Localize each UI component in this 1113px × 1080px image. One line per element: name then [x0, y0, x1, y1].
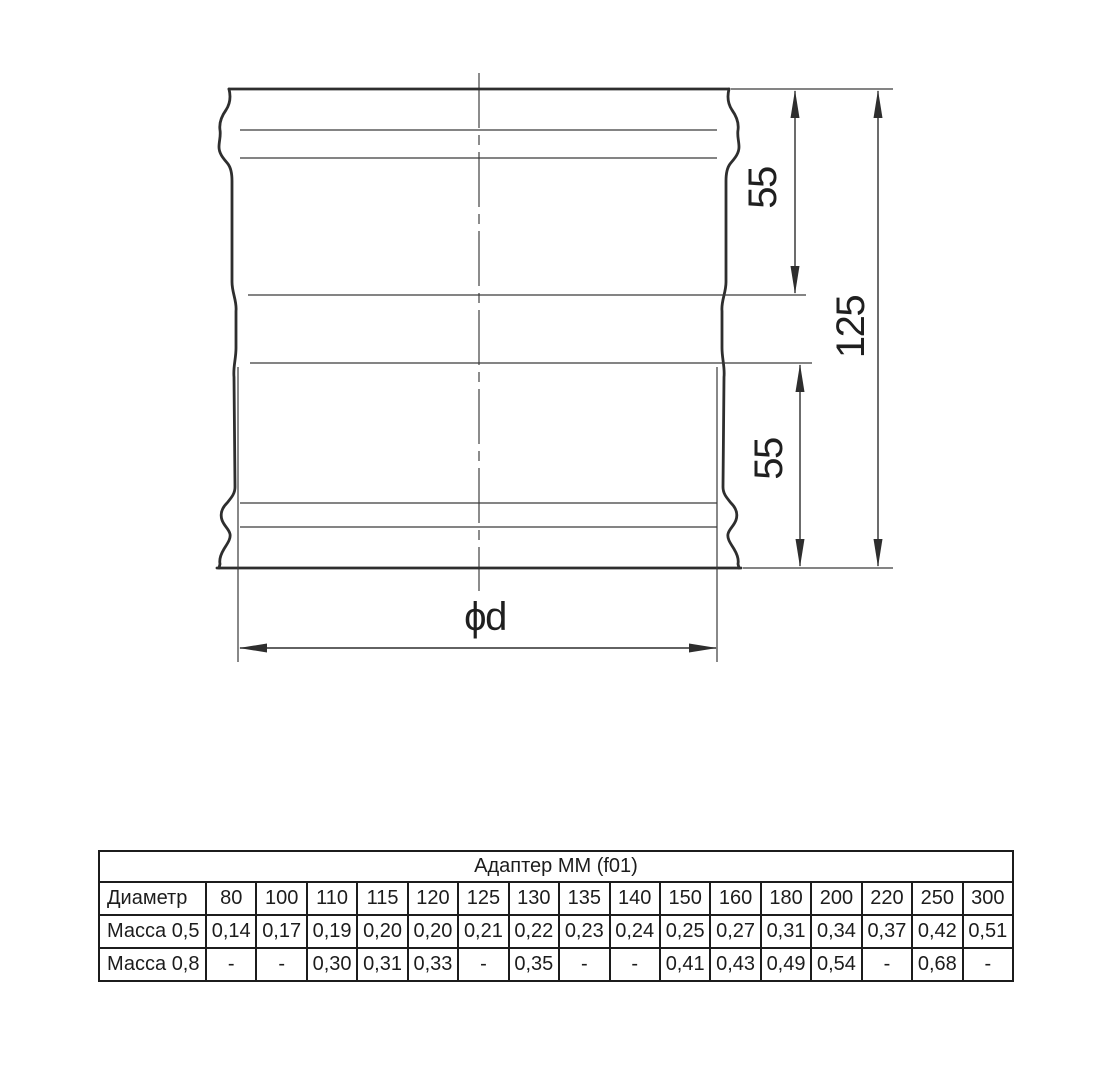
pipe-left-profile [219, 89, 236, 568]
value-cell: 125 [458, 882, 508, 915]
table-title-row [99, 851, 1013, 882]
value-cell: - [458, 948, 508, 981]
value-cell: 0,42 [912, 915, 962, 948]
spec-table [98, 850, 1014, 982]
value-cell: 80 [206, 882, 256, 915]
value-cell: 0,21 [458, 915, 508, 948]
value-cell: 0,30 [307, 948, 357, 981]
value-cell: - [256, 948, 306, 981]
value-cell: 0,23 [559, 915, 609, 948]
value-cell: 0,14 [206, 915, 256, 948]
value-cell: 220 [862, 882, 912, 915]
value-cell: 200 [811, 882, 861, 915]
value-cell: 180 [761, 882, 811, 915]
value-cell: 135 [559, 882, 609, 915]
arrow-diameter-right [689, 644, 717, 653]
arrow-lower55-up [796, 364, 805, 392]
value-cell: 0,24 [610, 915, 660, 948]
value-cell: 0,37 [862, 915, 912, 948]
value-cell: 0,41 [660, 948, 710, 981]
row-label: Масса 0,8 [99, 948, 206, 981]
table-row [99, 882, 1013, 915]
value-cell: 0,19 [307, 915, 357, 948]
value-cell: 300 [963, 882, 1013, 915]
value-cell: 0,68 [912, 948, 962, 981]
value-cell: - [862, 948, 912, 981]
value-cell: 0,34 [811, 915, 861, 948]
value-cell: 0,20 [357, 915, 407, 948]
value-cell: 0,43 [710, 948, 760, 981]
table-title: Адаптер ММ (f01) [99, 851, 1013, 882]
value-cell: - [559, 948, 609, 981]
value-cell: 0,27 [710, 915, 760, 948]
dim-label-upper-55: 55 [741, 167, 785, 209]
arrow-upper55-up [791, 90, 800, 118]
table-row [99, 948, 1013, 981]
value-cell: 100 [256, 882, 306, 915]
value-cell: 0,31 [357, 948, 407, 981]
value-cell: 0,22 [509, 915, 559, 948]
row-label: Масса 0,5 [99, 915, 206, 948]
value-cell: 140 [610, 882, 660, 915]
value-cell: 0,54 [811, 948, 861, 981]
value-cell: 110 [307, 882, 357, 915]
arrow-diameter-left [239, 644, 267, 653]
value-cell: 0,51 [963, 915, 1013, 948]
arrow-125-down [874, 539, 883, 567]
value-cell: 150 [660, 882, 710, 915]
value-cell: - [963, 948, 1013, 981]
arrow-upper55-down [791, 266, 800, 294]
spec-table-body [99, 851, 1013, 981]
value-cell: - [206, 948, 256, 981]
value-cell: 0,25 [660, 915, 710, 948]
value-cell: 0,17 [256, 915, 306, 948]
table-row [99, 915, 1013, 948]
value-cell: 160 [710, 882, 760, 915]
value-cell: 115 [357, 882, 407, 915]
pipe-right-profile [722, 89, 739, 568]
value-cell: 0,33 [408, 948, 458, 981]
value-cell: 120 [408, 882, 458, 915]
dim-label-diameter: ϕd [464, 595, 506, 639]
value-cell: 0,35 [509, 948, 559, 981]
value-cell: 0,49 [761, 948, 811, 981]
arrow-125-up [874, 90, 883, 118]
value-cell: 0,31 [761, 915, 811, 948]
value-cell: 130 [509, 882, 559, 915]
arrow-lower55-down [796, 539, 805, 567]
value-cell: - [610, 948, 660, 981]
row-label: Диаметр [99, 882, 206, 915]
value-cell: 250 [912, 882, 962, 915]
value-cell: 0,20 [408, 915, 458, 948]
dim-label-lower-55: 55 [747, 438, 791, 480]
dim-label-total-125: 125 [829, 295, 873, 359]
